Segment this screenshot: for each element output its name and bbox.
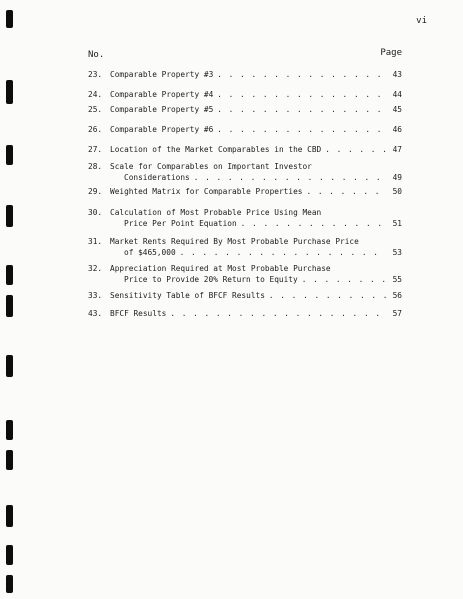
leader-dots [213,89,386,100]
entry-title: Market Rents Required By Most Probable Purchase Price [110,237,359,246]
entry-page-number: 46 [392,125,402,134]
binding-hole-mark [6,295,13,317]
entry-number: 29. [88,187,103,196]
entry-number: 24. [88,90,103,99]
entry-page-number: 43 [392,70,402,79]
entry-number: 32. [88,264,103,273]
leader-dots [190,172,386,183]
binding-hole-mark [6,505,13,527]
entry-title: Weighted Matrix for Comparable Properties [110,187,303,196]
entry-title: BFCF Results [110,309,167,318]
entry-number: 33. [88,291,103,300]
binding-hole-mark [6,80,13,104]
entry-title: Considerations [124,173,190,182]
binding-hole-mark [6,420,13,440]
binding-hole-mark [6,450,13,470]
entry-number: 28. [88,162,103,171]
entry-title: Price Per Point Equation [124,219,237,228]
entry-title: of $465,000 [124,248,176,257]
entry-page-number: 50 [392,187,402,196]
entry-number: 25. [88,105,103,114]
binding-hole-mark [6,545,13,565]
binding-hole-mark [6,145,13,165]
entry-title: Comparable Property #5 [110,105,214,114]
entry-title: Calculation of Most Probable Price Using Mean [110,208,322,217]
binding-hole-mark [6,575,13,593]
leader-dots [265,290,386,301]
entry-number: 23. [88,70,103,79]
entry-title: Sensitivity Table of BFCF Results [110,291,265,300]
entry-title: Comparable Property #6 [110,125,214,134]
entry-title: Comparable Property #3 [110,70,214,79]
entry-page-number: 45 [392,105,402,114]
leader-dots [213,69,386,80]
entry-page-number: 53 [392,248,402,257]
entry-title: Location of the Market Comparables in the CBD [110,145,322,154]
entry-number: 31. [88,237,103,246]
leader-dots [302,186,386,197]
entry-number: 30. [88,208,103,217]
header-no-label: No. [88,50,105,60]
leader-dots [176,247,386,258]
entry-title: Scale for Comparables on Important Investor [110,162,312,171]
entry-number: 43. [88,309,103,318]
entry-title: Price to Provide 20% Return to Equity [124,275,298,284]
entry-page-number: 49 [392,173,402,182]
entry-page-number: 57 [392,309,402,318]
binding-hole-mark [6,265,13,285]
entry-number: 27. [88,145,103,154]
binding-hole-mark [6,355,13,377]
leader-dots [237,218,386,229]
header-page-label: Page [380,48,402,58]
entry-title: Appreciation Required at Most Probable Purchase [110,264,331,273]
entry-page-number: 47 [392,145,402,154]
leader-dots [298,274,386,285]
leader-dots [213,124,386,135]
entry-page-number: 44 [392,90,402,99]
entry-page-number: 55 [392,275,402,284]
leader-dots [166,308,386,319]
binding-hole-mark [6,205,13,227]
entry-page-number: 56 [392,291,402,300]
entry-number: 26. [88,125,103,134]
leader-dots [213,104,386,115]
page-number: vi [416,16,427,26]
entry-page-number: 51 [392,219,402,228]
leader-dots [321,144,386,155]
binding-hole-mark [6,10,13,28]
entry-title: Comparable Property #4 [110,90,214,99]
